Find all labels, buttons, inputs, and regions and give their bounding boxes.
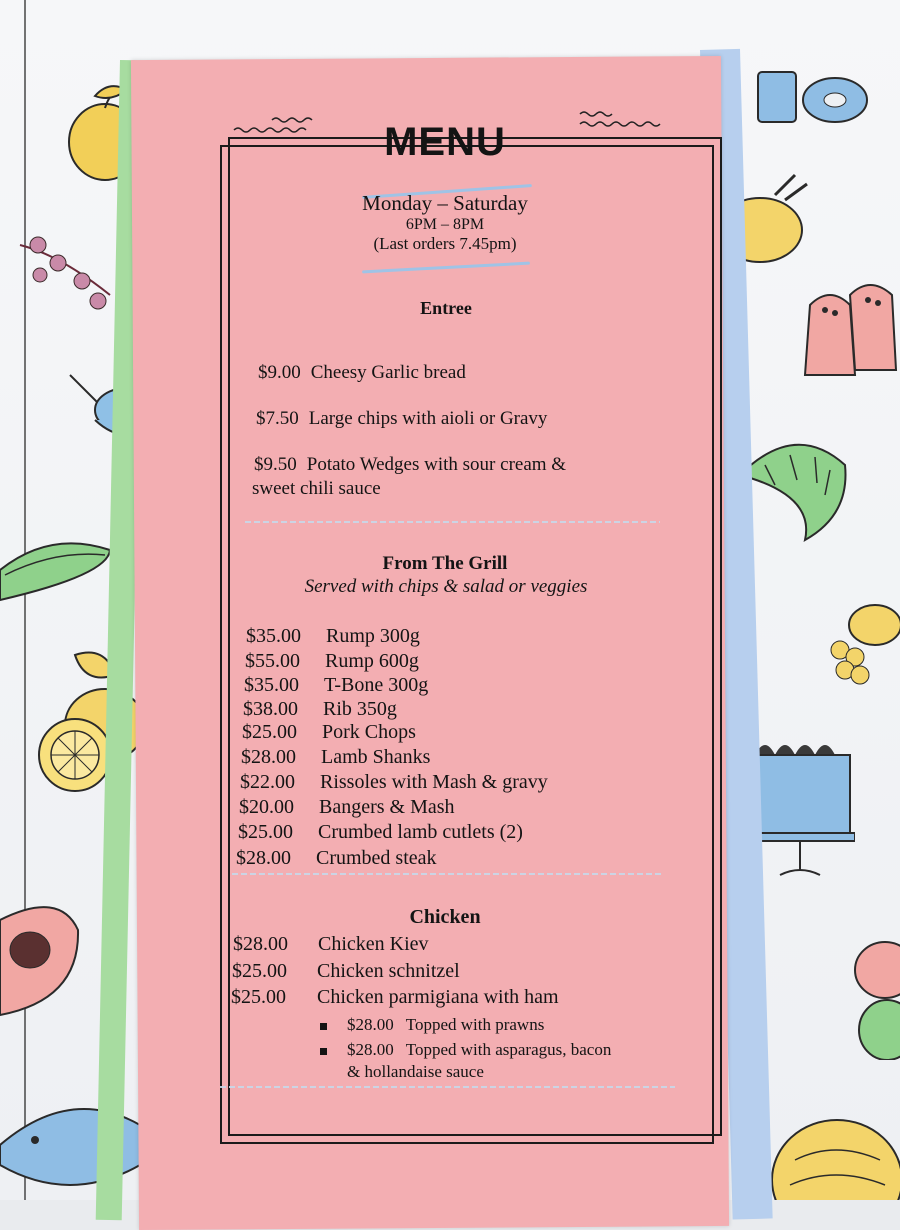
- item-desc: Topped with asparagus, bacon: [405, 1040, 612, 1059]
- topping-item-continued: [347, 1062, 484, 1082]
- topping-item: [320, 1040, 611, 1060]
- entree-item: [254, 454, 566, 476]
- menu-title: MENU: [384, 120, 506, 164]
- item-desc: Potato Wedges with sour cream &: [306, 454, 567, 475]
- item-desc: Large chips with aioli or Gravy: [308, 408, 548, 429]
- chicken-heading: Chicken: [409, 906, 481, 928]
- item-price: $9.00: [258, 362, 301, 383]
- entree-item: [258, 362, 466, 384]
- item-desc: Topped with prawns: [405, 1015, 545, 1034]
- item-price: $28.00: [236, 847, 291, 869]
- chicken-item: [233, 933, 429, 956]
- item-desc: Chicken schnitzel: [317, 960, 460, 982]
- item-price: $7.50: [256, 408, 299, 429]
- papaya-icon: [0, 890, 85, 1020]
- wave-decoration-right: [576, 108, 666, 132]
- item-desc-continued: & hollandaise sauce: [347, 1062, 484, 1081]
- item-price: $25.00: [231, 986, 286, 1008]
- bread-icon: [765, 1110, 900, 1200]
- item-desc-continued: sweet chili sauce: [252, 478, 381, 499]
- wave-decoration-left: [232, 116, 316, 140]
- item-price: $28.00: [347, 1015, 394, 1034]
- item-price: $25.00: [238, 821, 293, 843]
- item-price: $25.00: [232, 960, 287, 982]
- berries-icon: [10, 215, 120, 315]
- chicken-item: [231, 986, 559, 1009]
- item-desc: Pork Chops: [322, 721, 416, 743]
- item-desc: Crumbed steak: [316, 847, 437, 869]
- bullet-icon: [320, 1023, 327, 1030]
- coffee-donut-icon: [750, 60, 870, 135]
- entree-item: [256, 408, 547, 430]
- grill-item: [243, 698, 397, 721]
- sandwich-icon: [0, 530, 115, 610]
- section-divider: [220, 1086, 675, 1088]
- item-desc: Rump 300g: [326, 625, 420, 647]
- entree-item-continued: [252, 478, 381, 500]
- hours-time-text: 6PM – 8PM: [405, 216, 485, 233]
- item-desc: Chicken Kiev: [318, 933, 429, 955]
- chicken-item: [232, 960, 460, 983]
- entree-heading: Entree: [420, 298, 472, 318]
- grill-heading: From The Grill: [382, 553, 508, 574]
- salt-pepper-icon: [800, 265, 900, 395]
- grill-item: [240, 771, 548, 794]
- item-desc: Cheesy Garlic bread: [310, 362, 466, 383]
- item-desc: Crumbed lamb cutlets (2): [318, 821, 523, 843]
- hours-last-orders-text: (Last orders 7.45pm): [373, 234, 517, 253]
- item-price: $38.00: [243, 698, 298, 720]
- grill-item: [241, 746, 430, 769]
- bullet-icon: [320, 1048, 327, 1055]
- item-price: $9.50: [254, 454, 297, 475]
- grapes-icon: [825, 595, 900, 690]
- item-price: $28.00: [241, 746, 296, 768]
- grill-item: [245, 650, 419, 673]
- vegetables-icon: [845, 930, 900, 1060]
- item-price: $28.00: [233, 933, 288, 955]
- item-price: $22.00: [240, 771, 295, 793]
- section-divider: [232, 873, 664, 875]
- hours-days-text: Monday – Saturday: [362, 191, 528, 215]
- item-desc: Rissoles with Mash & gravy: [320, 771, 548, 793]
- hours-days: [320, 191, 570, 216]
- item-desc: Chicken parmigiana with ham: [317, 986, 559, 1008]
- item-desc: T-Bone 300g: [324, 674, 429, 696]
- topping-item: [320, 1015, 544, 1035]
- grill-item: [246, 625, 420, 648]
- item-price: $28.00: [347, 1040, 394, 1059]
- item-price: $20.00: [239, 796, 294, 818]
- grill-item: [244, 674, 428, 697]
- hours-time: [320, 216, 570, 234]
- item-price: $35.00: [246, 625, 301, 647]
- hours-last-orders: [320, 234, 570, 254]
- grill-subtitle: Served with chips & salad or veggies: [304, 576, 588, 597]
- grill-item: [239, 796, 455, 819]
- grill-item: [238, 821, 523, 844]
- item-desc: Bangers & Mash: [319, 796, 455, 818]
- item-desc: Rump 600g: [325, 650, 419, 672]
- item-price: $55.00: [245, 650, 300, 672]
- item-price: $35.00: [244, 674, 299, 696]
- grill-item: [236, 847, 437, 870]
- item-desc: Rib 350g: [323, 698, 397, 720]
- item-price: $25.00: [242, 721, 297, 743]
- grill-item: [242, 721, 416, 744]
- item-desc: Lamb Shanks: [321, 746, 431, 768]
- section-divider: [245, 521, 660, 523]
